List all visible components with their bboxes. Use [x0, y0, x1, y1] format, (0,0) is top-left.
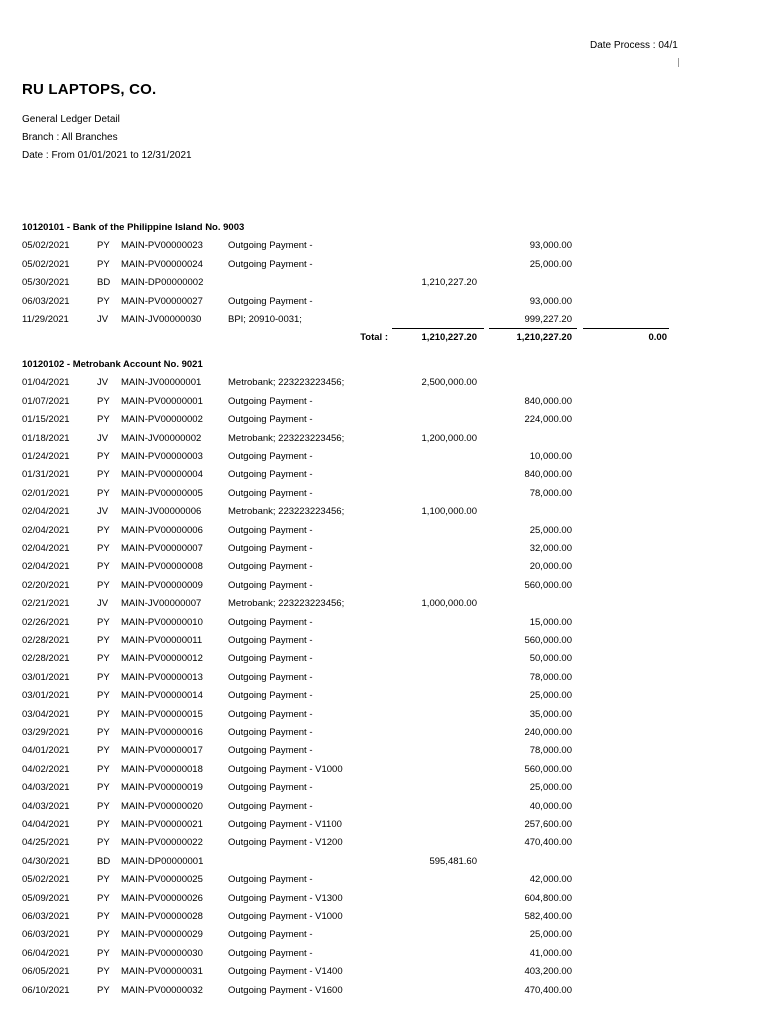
entry-date: 02/21/2021 [22, 598, 70, 610]
entry-type: PY [97, 984, 110, 996]
entry-description: Metrobank; 223223223456; [228, 506, 345, 518]
date-process: Date Process : 04/1 [590, 40, 678, 51]
report-title: General Ledger Detail [22, 114, 120, 125]
date-range: Date : From 01/01/2021 to 12/31/2021 [22, 150, 192, 161]
entry-description: Outgoing Payment - [228, 258, 313, 270]
entry-type: JV [97, 506, 109, 518]
entry-date: 03/29/2021 [22, 727, 70, 739]
entry-description: Outgoing Payment - [228, 561, 313, 573]
ledger-row [0, 296, 768, 314]
entry-reference: MAIN-PV00000031 [121, 966, 203, 978]
ledger-row [0, 856, 768, 874]
entry-date: 04/03/2021 [22, 782, 70, 794]
entry-reference: MAIN-PV00000006 [121, 524, 203, 536]
entry-type: PY [97, 929, 110, 941]
total-credit: 1,210,227.20 [516, 332, 572, 344]
entry-credit: 25,000.00 [529, 929, 572, 941]
entry-reference: MAIN-DP00000002 [121, 277, 204, 289]
ledger-row [0, 837, 768, 855]
entry-reference: MAIN-PV00000024 [121, 258, 203, 270]
entry-type: PY [97, 469, 110, 481]
entry-type: PY [97, 819, 110, 831]
entry-reference: MAIN-PV00000032 [121, 984, 203, 996]
entry-description: Outgoing Payment - V1000 [228, 763, 343, 775]
entry-credit: 25,000.00 [529, 690, 572, 702]
entry-date: 05/30/2021 [22, 277, 70, 289]
total-debit: 1,210,227.20 [421, 332, 477, 344]
entry-date: 03/01/2021 [22, 690, 70, 702]
entry-description: Outgoing Payment - [228, 671, 313, 683]
entry-credit: 78,000.00 [529, 671, 572, 683]
ledger-row [0, 561, 768, 579]
date-process-divider [678, 58, 679, 67]
entry-reference: MAIN-PV00000030 [121, 947, 203, 959]
entry-type: PY [97, 911, 110, 923]
ledger-row [0, 764, 768, 782]
entry-type: PY [97, 295, 110, 307]
entry-type: PY [97, 763, 110, 775]
entry-description: Outgoing Payment - [228, 543, 313, 555]
entry-type: PY [97, 258, 110, 270]
entry-type: PY [97, 240, 110, 252]
entry-type: PY [97, 800, 110, 812]
entry-credit: 25,000.00 [529, 782, 572, 794]
entry-date: 06/03/2021 [22, 911, 70, 923]
account-title: 10120102 - Metrobank Account No. 9021 [22, 359, 203, 371]
entry-credit: 560,000.00 [524, 763, 572, 775]
entry-description: Outgoing Payment - [228, 782, 313, 794]
ledger-row [0, 469, 768, 487]
entry-date: 04/30/2021 [22, 855, 70, 867]
entry-type: PY [97, 745, 110, 757]
entry-type: JV [97, 432, 109, 444]
entry-type: BD [97, 855, 111, 867]
entry-reference: MAIN-PV00000015 [121, 708, 203, 720]
entry-description: BPI; 20910-0031; [228, 314, 302, 325]
entry-date: 05/09/2021 [22, 892, 70, 904]
account-title: 10120101 - Bank of the Philippine Island No. 9003 [22, 222, 245, 233]
entry-reference: MAIN-PV00000022 [121, 837, 203, 849]
ledger-row [0, 893, 768, 911]
entry-description: Outgoing Payment - [228, 487, 313, 499]
entry-reference: MAIN-PV00000029 [121, 929, 203, 941]
entry-type: PY [97, 708, 110, 720]
entry-credit: 93,000.00 [529, 240, 572, 252]
entry-description: Outgoing Payment - [228, 929, 313, 941]
entry-type: PY [97, 727, 110, 739]
entry-credit: 20,000.00 [529, 561, 572, 573]
entry-description: Outgoing Payment - [228, 414, 313, 426]
ledger-row [0, 277, 768, 295]
entry-type: PY [97, 947, 110, 959]
total-row [0, 332, 768, 350]
total-rule [489, 328, 577, 329]
entry-description: Metrobank; 223223223456; [228, 377, 345, 389]
entry-reference: MAIN-JV00000001 [121, 377, 202, 389]
entry-credit: 10,000.00 [529, 451, 572, 463]
entry-reference: MAIN-PV00000002 [121, 414, 203, 426]
entry-type: PY [97, 671, 110, 683]
entry-credit: 25,000.00 [529, 258, 572, 270]
entry-description: Outgoing Payment - V1100 [228, 819, 342, 831]
entry-type: PY [97, 635, 110, 647]
entry-date: 03/04/2021 [22, 708, 70, 720]
ledger-row [0, 433, 768, 451]
entry-type: PY [97, 561, 110, 573]
entry-reference: MAIN-PV00000025 [121, 874, 203, 886]
entry-type: PY [97, 487, 110, 499]
entry-reference: MAIN-PV00000028 [121, 911, 203, 923]
entry-type: PY [97, 874, 110, 886]
total-balance: 0.00 [648, 332, 667, 344]
entry-credit: 32,000.00 [529, 543, 572, 555]
entry-reference: MAIN-PV00000017 [121, 745, 203, 757]
entry-credit: 470,400.00 [524, 837, 572, 849]
entry-description: Outgoing Payment - [228, 874, 313, 886]
entry-date: 06/05/2021 [22, 966, 70, 978]
entry-type: JV [97, 314, 109, 325]
ledger-row [0, 929, 768, 947]
entry-description: Outgoing Payment - [228, 708, 313, 720]
entry-type: PY [97, 690, 110, 702]
entry-description: Outgoing Payment - V1200 [228, 837, 343, 849]
entry-description: Outgoing Payment - [228, 947, 313, 959]
entry-description: Outgoing Payment - V1400 [228, 966, 343, 978]
entry-debit: 2,500,000.00 [421, 377, 477, 389]
entry-type: PY [97, 579, 110, 591]
entry-date: 11/29/2021 [22, 314, 69, 325]
entry-reference: MAIN-PV00000020 [121, 800, 203, 812]
entry-reference: MAIN-PV00000021 [121, 819, 203, 831]
entry-credit: 257,600.00 [524, 819, 572, 831]
entry-date: 02/01/2021 [22, 487, 70, 499]
ledger-row [0, 672, 768, 690]
entry-reference: MAIN-JV00000030 [121, 314, 202, 325]
entry-type: JV [97, 377, 109, 389]
company-name: RU LAPTOPS, CO. [22, 81, 157, 98]
entry-reference: MAIN-PV00000018 [121, 763, 203, 775]
total-rule [392, 328, 484, 329]
entry-date: 02/04/2021 [22, 524, 70, 536]
entry-description: Metrobank; 223223223456; [228, 598, 345, 610]
ledger-row [0, 506, 768, 524]
ledger-row [0, 598, 768, 616]
entry-date: 06/04/2021 [22, 947, 70, 959]
entry-type: PY [97, 543, 110, 555]
entry-date: 05/02/2021 [22, 258, 70, 270]
entry-credit: 224,000.00 [524, 414, 572, 426]
entry-credit: 582,400.00 [524, 911, 572, 923]
ledger-row [0, 709, 768, 727]
entry-credit: 560,000.00 [524, 635, 572, 647]
entry-type: PY [97, 414, 110, 426]
ledger-row [0, 259, 768, 277]
entry-type: BD [97, 277, 111, 289]
entry-date: 01/04/2021 [22, 377, 70, 389]
entry-reference: MAIN-PV00000008 [121, 561, 203, 573]
entry-credit: 41,000.00 [529, 947, 572, 959]
entry-description: Metrobank; 223223223456; [228, 432, 345, 444]
entry-reference: MAIN-DP00000001 [121, 855, 204, 867]
entry-reference: MAIN-JV00000007 [121, 598, 202, 610]
entry-date: 06/03/2021 [22, 929, 70, 941]
entry-description: Outgoing Payment - [228, 653, 313, 665]
entry-reference: MAIN-PV00000027 [121, 295, 203, 307]
entry-date: 04/02/2021 [22, 763, 70, 775]
entry-credit: 840,000.00 [524, 469, 572, 481]
entry-description: Outgoing Payment - V1000 [228, 911, 343, 923]
entry-description: Outgoing Payment - [228, 616, 313, 628]
entry-reference: MAIN-PV00000026 [121, 892, 203, 904]
entry-date: 02/28/2021 [22, 653, 70, 665]
entry-reference: MAIN-PV00000012 [121, 653, 203, 665]
ledger-row [0, 617, 768, 635]
entry-date: 06/10/2021 [22, 984, 70, 996]
entry-debit: 1,210,227.20 [421, 277, 477, 289]
ledger-row [0, 985, 768, 1003]
entry-description: Outgoing Payment - V1300 [228, 892, 343, 904]
entry-reference: MAIN-PV00000007 [121, 543, 203, 555]
entry-description: Outgoing Payment - [228, 524, 313, 536]
entry-reference: MAIN-PV00000014 [121, 690, 203, 702]
ledger-row [0, 801, 768, 819]
entry-description: Outgoing Payment - [228, 690, 313, 702]
entry-description: Outgoing Payment - [228, 800, 313, 812]
entry-date: 02/04/2021 [22, 543, 70, 555]
entry-reference: MAIN-PV00000001 [121, 395, 203, 407]
entry-date: 03/01/2021 [22, 671, 70, 683]
ledger-row [0, 525, 768, 543]
entry-date: 05/02/2021 [22, 240, 70, 252]
ledger-row [0, 635, 768, 653]
entry-description: Outgoing Payment - [228, 745, 313, 757]
ledger-row [0, 451, 768, 469]
entry-type: PY [97, 892, 110, 904]
entry-date: 02/04/2021 [22, 561, 70, 573]
entry-credit: 470,400.00 [524, 984, 572, 996]
entry-reference: MAIN-PV00000019 [121, 782, 203, 794]
entry-date: 02/28/2021 [22, 635, 70, 647]
ledger-row [0, 782, 768, 800]
entry-reference: MAIN-PV00000004 [121, 469, 203, 481]
ledger-row [0, 377, 768, 395]
total-label: Total : [360, 332, 388, 344]
ledger-row [0, 911, 768, 929]
entry-type: PY [97, 524, 110, 536]
entry-description: Outgoing Payment - [228, 635, 313, 647]
entry-date: 01/18/2021 [22, 432, 70, 444]
entry-credit: 42,000.00 [529, 874, 572, 886]
entry-type: PY [97, 966, 110, 978]
entry-date: 01/07/2021 [22, 395, 70, 407]
entry-debit: 595,481.60 [429, 855, 477, 867]
entry-reference: MAIN-JV00000006 [121, 506, 202, 518]
ledger-row [0, 745, 768, 763]
entry-reference: MAIN-PV00000011 [121, 635, 203, 647]
entry-date: 05/02/2021 [22, 874, 70, 886]
ledger-row [0, 727, 768, 745]
entry-description: Outgoing Payment - [228, 727, 313, 739]
entry-date: 01/24/2021 [22, 451, 70, 463]
entry-reference: MAIN-PV00000010 [121, 616, 203, 628]
entry-date: 04/01/2021 [22, 745, 70, 757]
entry-credit: 15,000.00 [529, 616, 572, 628]
entry-date: 01/15/2021 [22, 414, 70, 426]
entry-credit: 78,000.00 [529, 745, 572, 757]
entry-credit: 560,000.00 [524, 579, 572, 591]
entry-date: 02/04/2021 [22, 506, 70, 518]
ledger-row [0, 543, 768, 561]
ledger-row [0, 396, 768, 414]
entry-description: Outgoing Payment - [228, 579, 313, 591]
entry-credit: 604,800.00 [524, 892, 572, 904]
entry-type: PY [97, 782, 110, 794]
entry-credit: 240,000.00 [524, 727, 572, 739]
ledger-row [0, 966, 768, 984]
entry-reference: MAIN-PV00000009 [121, 579, 203, 591]
entry-type: PY [97, 616, 110, 628]
ledger-row [0, 414, 768, 432]
ledger-row [0, 874, 768, 892]
ledger-row [0, 580, 768, 598]
entry-credit: 50,000.00 [529, 653, 572, 665]
entry-credit: 40,000.00 [529, 800, 572, 812]
entry-type: PY [97, 451, 110, 463]
entry-debit: 1,100,000.00 [421, 506, 477, 518]
ledger-row [0, 653, 768, 671]
entry-reference: MAIN-PV00000016 [121, 727, 203, 739]
entry-description: Outgoing Payment - [228, 451, 313, 463]
entry-reference: MAIN-PV00000013 [121, 671, 203, 683]
entry-credit: 25,000.00 [529, 524, 572, 536]
entry-debit: 1,200,000.00 [421, 432, 477, 444]
entry-reference: MAIN-PV00000023 [121, 240, 203, 252]
entry-description: Outgoing Payment - [228, 469, 313, 481]
entry-credit: 78,000.00 [529, 487, 572, 499]
entry-description: Outgoing Payment - [228, 395, 313, 407]
entry-date: 06/03/2021 [22, 295, 70, 307]
entry-date: 04/04/2021 [22, 819, 70, 831]
ledger-row [0, 488, 768, 506]
entry-date: 01/31/2021 [22, 469, 70, 481]
entry-date: 02/20/2021 [22, 579, 70, 591]
entry-type: JV [97, 598, 109, 610]
branch-filter: Branch : All Branches [22, 132, 118, 143]
entry-reference: MAIN-PV00000003 [121, 451, 203, 463]
entry-date: 02/26/2021 [22, 616, 70, 628]
entry-type: PY [97, 653, 110, 665]
entry-credit: 403,200.00 [524, 966, 572, 978]
entry-reference: MAIN-JV00000002 [121, 432, 202, 444]
entry-credit: 840,000.00 [524, 395, 572, 407]
entry-credit: 999,227.20 [524, 314, 572, 325]
entry-date: 04/03/2021 [22, 800, 70, 812]
entry-debit: 1,000,000.00 [421, 598, 477, 610]
entry-description: Outgoing Payment - [228, 295, 313, 307]
entry-credit: 93,000.00 [529, 295, 572, 307]
ledger-row [0, 240, 768, 258]
ledger-row [0, 690, 768, 708]
entry-date: 04/25/2021 [22, 837, 70, 849]
entry-description: Outgoing Payment - [228, 240, 313, 252]
entry-type: PY [97, 837, 110, 849]
entry-credit: 35,000.00 [529, 708, 572, 720]
ledger-row [0, 948, 768, 966]
entry-description: Outgoing Payment - V1600 [228, 984, 343, 996]
entry-type: PY [97, 395, 110, 407]
total-rule [583, 328, 669, 329]
entry-reference: MAIN-PV00000005 [121, 487, 203, 499]
ledger-row [0, 819, 768, 837]
